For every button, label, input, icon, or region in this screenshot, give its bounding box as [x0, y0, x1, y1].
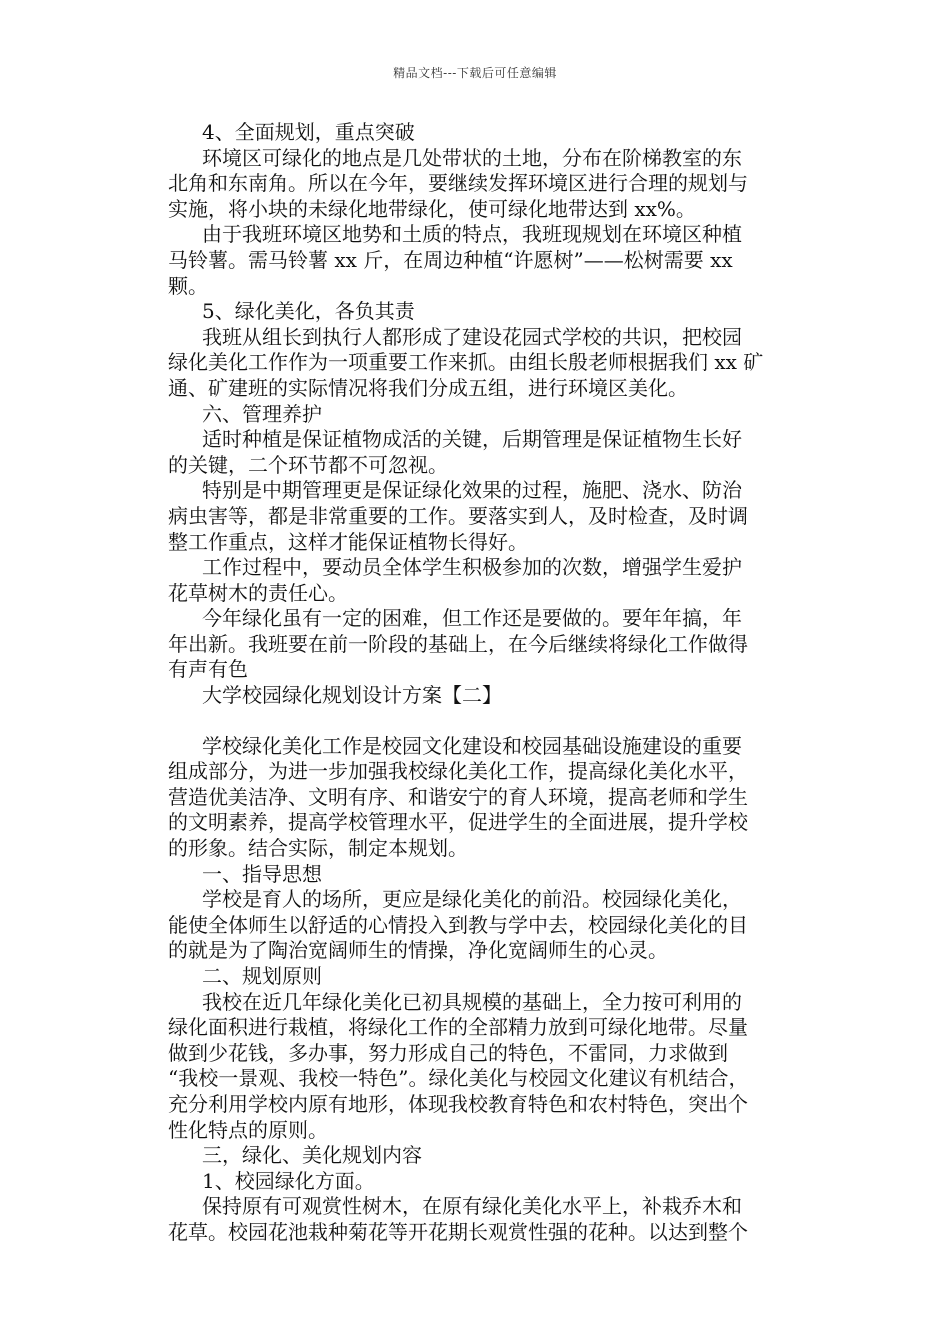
- text-line: 北角和东南角。所以在今年，要继续发挥环境区进行合理的规划与: [168, 171, 748, 196]
- text-line: 工作过程中，要动员全体学生积极参加的次数，增强学生爱护: [202, 555, 742, 580]
- page-header: 精品文档---下载后可任意编辑: [393, 66, 557, 80]
- text-line: 的关键，二个环节都不可忽视。: [168, 452, 448, 477]
- text-line: 二、规划原则: [202, 964, 322, 988]
- text-line: 的就是为了陶治宽阔师生的情操，净化宽阔师生的心灵。: [168, 938, 668, 963]
- text-line: 有声有色: [168, 657, 248, 682]
- text-line: 适时种植是保证植物成活的关键，后期管理是保证植物生长好: [202, 427, 742, 452]
- text-line: 绿化美化工作作为一项重要工作来抓。由组长殷老师根据我们 xx 矿: [168, 350, 764, 375]
- text-line: 年出新。我班要在前一阶段的基础上，在今后继续将绿化工作做得: [168, 631, 748, 656]
- text-line: 今年绿化虽有一定的困难，但工作还是要做的。要年年搞，年: [202, 606, 742, 631]
- document-body: [168, 120, 828, 1246]
- text-line: 一、指导思想: [202, 861, 322, 886]
- text-line: 的形象。结合实际，制定本规划。: [168, 836, 468, 861]
- text-line: 能使全体师生以舒适的心情投入到教与学中去，校园绿化美化的目: [168, 912, 748, 937]
- text-line: 花草。校园花池栽种菊花等开花期长观赏性强的花种。以达到整个: [168, 1219, 748, 1244]
- text-line: 绿化面积进行栽植，将绿化工作的全部精力放到可绿化地带。尽量: [168, 1015, 748, 1040]
- text-line: 我班从组长到执行人都形成了建设花园式学校的共识，把校园: [202, 324, 742, 349]
- text-line: 我校在近几年绿化美化已初具规模的基础上，全力按可利用的: [202, 989, 742, 1014]
- text-line: 学校是育人的场所，更应是绿化美化的前沿。校园绿化美化，: [202, 887, 742, 912]
- blank-line: [168, 709, 828, 734]
- text-line: 花草树木的责任心。: [168, 580, 348, 605]
- text-line: 充分利用学校内原有地形，体现我校教育特色和农村特色，突出个: [168, 1091, 748, 1116]
- text-line: 整工作重点，这样才能保证植物长得好。: [168, 529, 528, 554]
- text-line: 特别是中期管理更是保证绿化效果的过程，施肥、浇水、防治: [202, 478, 742, 503]
- text-line: 六、管理养护: [202, 401, 322, 426]
- text-line: 性化特点的原则。: [168, 1117, 328, 1142]
- text-line: 做到少花钱，多办事，努力形成自己的特色，不雷同，力求做到: [168, 1040, 728, 1065]
- text-line: 实施，将小块的未绿化地带绿化，使可绿化地带达到 xx%。: [168, 196, 696, 221]
- text-line: 三，绿化、美化规划内容: [202, 1143, 422, 1168]
- text-line: 1、校园绿化方面。: [202, 1168, 375, 1193]
- text-line: 通、矿建班的实际情况将我们分成五组，进行环境区美化。: [168, 375, 688, 400]
- text-line: 由于我班环境区地势和土质的特点，我班现规划在环境区种植: [202, 222, 742, 247]
- text-line: 大学校园绿化规划设计方案【二】: [202, 683, 502, 708]
- text-line: 颗。: [168, 273, 208, 298]
- text-line: 营造优美洁净、文明有序、和谐安宁的育人环境，提高老师和学生: [168, 784, 748, 809]
- text-line: 马铃薯。需马铃薯 xx 斤，在周边种植“许愿树”——松树需要 xx: [168, 247, 733, 272]
- text-line: “我校一景观、我校一特色”。绿化美化与校园文化建议有机结合，: [168, 1066, 749, 1091]
- text-line: 的文明素养，提高学校管理水平，促进学生的全面进展，提升学校: [168, 810, 748, 835]
- text-line: 病虫害等，都是非常重要的工作。要落实到人，及时检查，及时调: [168, 503, 748, 528]
- text-line: 4、全面规划，重点突破: [202, 120, 415, 144]
- text-line: 环境区可绿化的地点是几处带状的土地，分布在阶梯教室的东: [202, 145, 742, 170]
- text-line: 组成部分，为进一步加强我校绿化美化工作，提高绿化美化水平，: [168, 759, 748, 784]
- text-line: 5、绿化美化，各负其责: [202, 299, 415, 324]
- text-line: 保持原有可观赏性树木，在原有绿化美化水平上，补栽乔木和: [202, 1194, 742, 1219]
- text-line: 学校绿化美化工作是校园文化建设和校园基础设施建设的重要: [202, 733, 742, 758]
